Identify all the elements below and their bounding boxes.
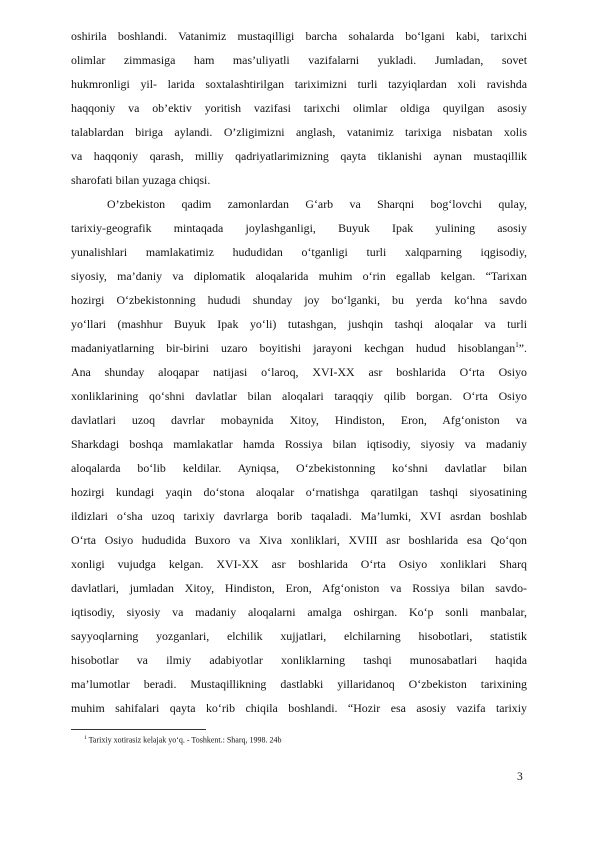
text-line: xonliklarining qo‘shni davlatlar bilan aloqalari taraqqiy qilib borgan. O‘rta Osiyo — [71, 389, 527, 403]
text-line: haqqoniy va ob’ektiv yoritish vazifasi tarixchi olimlar oldiga quyilgan asosiy — [71, 101, 527, 115]
text-segment: ”. — [518, 341, 527, 355]
text-line: sharofati bilan yuzaga chiqsi. — [71, 173, 211, 187]
text-line: hisobotlar va ilmiy adabiyotlar xonliklarning tashqi munosabatlari haqida — [71, 653, 527, 667]
text-line: ildizlari o‘sha uzoq tarixiy davrlarga borib taqaladi. Ma’lumki, XVI asrdan boshlab — [71, 509, 527, 523]
text-line: yo‘llari (mashhur Buyuk Ipak yo‘li) tutashgan, jushqin tashqi aloqalar va turli — [71, 317, 527, 331]
page-number: 3 — [517, 771, 523, 783]
text-line: talablardan biriga aylandi. O’zligimizni anglash, vatanimiz tarixiga nisbatan xolis — [71, 125, 527, 139]
footnote-text: Tarixiy xotirasiz kelajak yo‘q. - Toshkent.: Sharq, 1998. 24b — [86, 735, 282, 745]
footnote — [84, 733, 282, 746]
footnote-reference[interactable]: 1 — [515, 341, 519, 350]
text-line: davlatlari uzoq davrlar mobaynida Xitoy, Hindiston, Eron, Afg‘oniston va — [71, 413, 527, 427]
text-line: hozirgi kundagi yaqin do‘stona aloqalar o‘rnatishga qaratilgan tashqi siyosatining — [71, 485, 527, 499]
text-line: hukmronligi yil- larida soxtalashtirilgan tariximizni turli tazyiqlardan xoli ravishda — [71, 77, 527, 91]
footnote-divider — [71, 729, 206, 730]
text-line: O‘rta Osiyo hududida Buxoro va Xiva xonliklari, XVIII asr boshlarida esa Qo‘qon — [71, 533, 527, 547]
text-line: xonligi vujudga kelgan. XVI-XX asr boshlarida O‘rta Osiyo xonliklari Sharq — [71, 557, 527, 571]
text-line: muhim sahifalari qayta ko‘rib chiqila boshlandi. “Hozir esa asosiy vazifa tarixiy — [71, 701, 527, 715]
text-line: Sharkdagi boshqa mamlakatlar hamda Rossiya bilan iqtisodiy, siyosiy va madaniy — [71, 437, 527, 451]
text-line: yunalishlari mamlakatimiz hududidan o‘tganligi turli xalqparning iqgisodiy, — [71, 245, 527, 259]
text-line: ma’lumotlar beradi. Mustaqillikning dastlabki yillaridanoq O‘zbekiston tarixining — [71, 677, 527, 691]
text-line: aloqalarda bo‘lib keldilar. Ayniqsa, O‘zbekistonning ko‘shni davlatlar bilan — [71, 461, 527, 475]
text-segment: madaniyatlarning bir-birini uzaro boyitishi jarayoni kechgan hudud hisoblangan — [71, 341, 516, 355]
text-line-with-footnote — [71, 341, 527, 355]
text-line: hozirgi O‘zbekistonning hududi shunday joy bo‘lganki, bu yerda ko‘hna savdo — [71, 293, 527, 307]
text-line: O’zbekiston qadim zamonlardan G‘arb va Sharqni bog‘lovchi qulay, — [107, 197, 527, 211]
text-line: va haqqoniy qarash, milliy qadriyatlarimizning qayta tiklanishi aynan mustaqillik — [71, 149, 527, 163]
text-line: tarixiy-geografik mintaqada joylashganligi, Buyuk Ipak yulining asosiy — [71, 221, 527, 235]
text-line: siyosiy, ma’daniy va diplomatik aloqalarida muhim o‘rin egallab kelgan. “Tarixan — [71, 269, 527, 283]
text-line: sayyoqlarning yozganlari, elchilik xujjatlari, elchilarning hisobotlari, statistik — [71, 629, 527, 643]
text-line: oshirila boshlandi. Vatanimiz mustaqilligi barcha sohalarda bo‘lgani kabi, tarixchi — [71, 29, 527, 43]
text-line: olimlar zimmasiga ham mas’uliyatli vazifalarni yukladi. Jumladan, sovet — [71, 53, 527, 67]
text-line: Ana shunday aloqapar natijasi o‘laroq, XVI-XX asr boshlarida O‘rta Osiyo — [71, 365, 527, 379]
text-line: iqtisodiy, siyosiy va madaniy aloqalarni amalga oshirgan. Ko‘p sonli manbalar, — [71, 605, 527, 619]
footnote-marker: 1 — [84, 735, 87, 741]
text-line: davlatlari, jumladan Xitoy, Hindiston, Eron, Afg‘oniston va Rossiya bilan savdo- — [71, 581, 527, 595]
